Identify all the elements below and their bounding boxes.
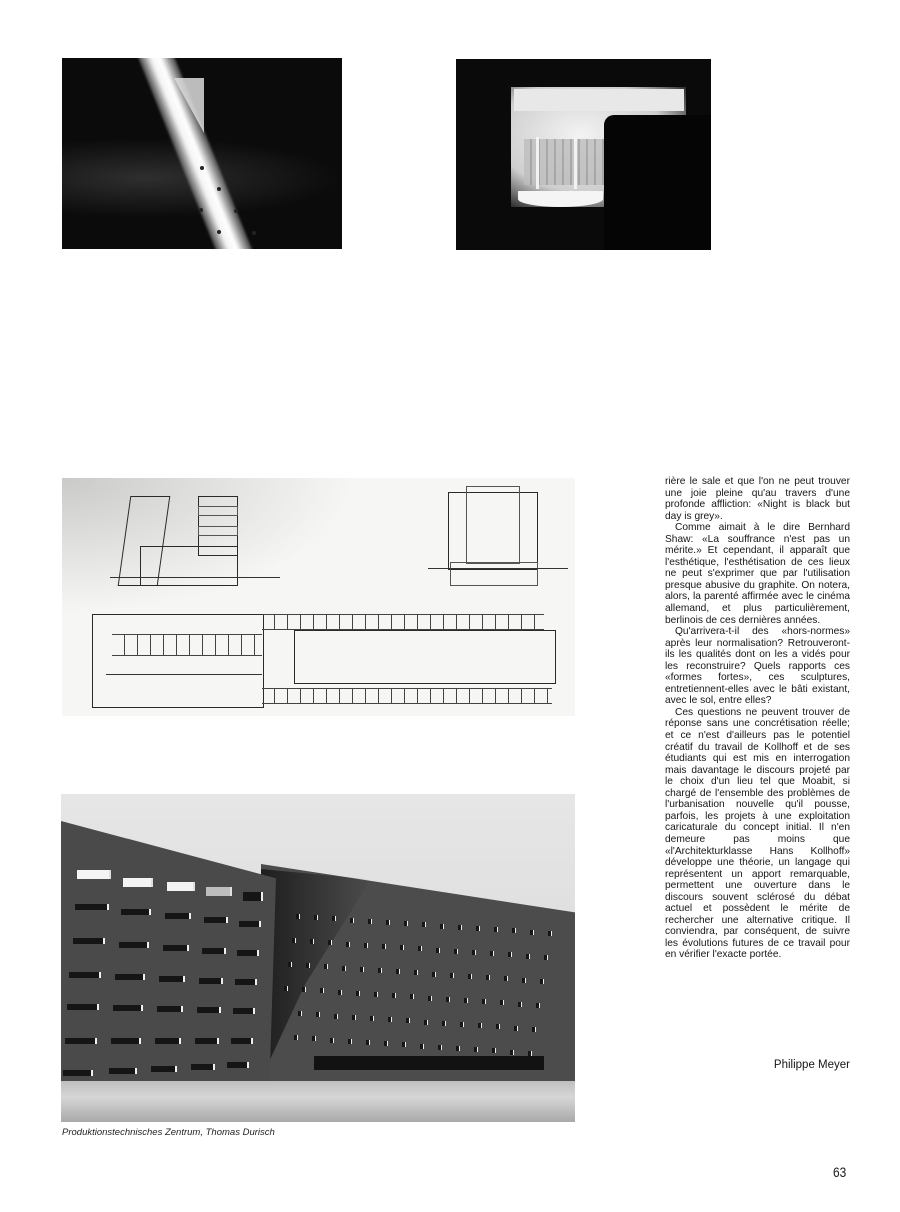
facade-slot: [227, 1062, 249, 1068]
facade-hole: [392, 993, 396, 998]
facade-hole: [350, 918, 354, 923]
facade-hole: [454, 949, 458, 954]
paragraph: rière le sale et que l'on ne peut trouver une joie pleine qu'au travers d'une profonde affliction: «Night is black but day is grey».: [665, 476, 850, 522]
facade-hole: [526, 954, 530, 959]
facade-hole: [352, 1015, 356, 1020]
facade-slot: [159, 976, 185, 982]
drawing-basement: [450, 562, 538, 586]
facade-hole: [312, 1036, 316, 1041]
facade-hole: [330, 1038, 334, 1043]
facade-hole: [496, 1024, 500, 1029]
facade-hole: [530, 930, 534, 935]
facade-slot: [155, 1038, 181, 1044]
facade-hole: [384, 1041, 388, 1046]
facade-hole: [396, 969, 400, 974]
facade-hole: [522, 978, 526, 983]
facade-hole: [342, 966, 346, 971]
facade-hole: [338, 990, 342, 995]
facade-hole: [356, 991, 360, 996]
facade-hole: [360, 967, 364, 972]
facade-hole: [310, 939, 314, 944]
facade-hole: [500, 1000, 504, 1005]
facade-hole: [440, 924, 444, 929]
facade-hole: [368, 919, 372, 924]
drawing-plan-left: [92, 614, 264, 708]
facade-slot: [239, 921, 261, 927]
facade-hole: [404, 921, 408, 926]
photo-dot: [200, 166, 204, 170]
photo-mullion: [574, 137, 577, 189]
photo-dot: [217, 187, 221, 191]
facade-hole: [346, 942, 350, 947]
facade-hole: [410, 994, 414, 999]
facade-slot: [151, 1066, 177, 1072]
photo-mullion: [536, 137, 539, 189]
facade-hole: [438, 1045, 442, 1050]
facade-slot: [231, 1038, 253, 1044]
facade-slot: [77, 870, 111, 879]
facade-hole: [528, 1051, 532, 1056]
photo-lintel: [514, 89, 684, 111]
facade-hole: [422, 922, 426, 927]
photo-dot: [234, 209, 238, 213]
facade-hole: [348, 1039, 352, 1044]
facade-slot: [109, 1068, 137, 1074]
facade-hole: [540, 979, 544, 984]
facade-hole: [424, 1020, 428, 1025]
facade-hole: [320, 988, 324, 993]
facade-hole: [420, 1044, 424, 1049]
facade-hole: [378, 968, 382, 973]
facade-slot: [65, 1038, 97, 1044]
facade-hole: [486, 975, 490, 980]
facade-hole: [418, 946, 422, 951]
facade-slot: [63, 1070, 93, 1076]
facade-hole: [298, 1011, 302, 1016]
facade-slot: [206, 887, 232, 896]
facade-slot: [73, 938, 105, 944]
facade-hole: [508, 952, 512, 957]
facade-hole: [292, 938, 296, 943]
drawing-floor: [198, 526, 238, 536]
facade-slot: [195, 1038, 219, 1044]
facade-hole: [544, 955, 548, 960]
facade-hole: [382, 944, 386, 949]
facade-slot: [115, 974, 145, 980]
facade-hole: [288, 962, 292, 967]
facade-hole: [468, 974, 472, 979]
facade-slot: [157, 1006, 183, 1012]
drawing-ground-line: [428, 568, 568, 569]
facade-hole: [334, 1014, 338, 1019]
article-text: [665, 476, 850, 961]
architectural-drawing: [62, 478, 575, 716]
facade-hole: [548, 931, 552, 936]
paragraph: Comme aimait à le dire Bernhard Shaw: «La souffrance n'est pas un mérite.» Et cependant, il apparaît que l'esthétique, l'esthétisation de ces lieux ne peut s'exprimer que par l'utilisation presque abusive du graphite. On notera, alors, la parenté affirmée avec le cinéma allemand, et plus particulièrement, berlinois de ces dernières années.: [665, 522, 850, 626]
photo-light-beam: [62, 58, 342, 249]
facade-hole: [370, 1016, 374, 1021]
facade-hole: [492, 1048, 496, 1053]
photo-dot: [199, 208, 203, 212]
facade-hole: [428, 996, 432, 1001]
facade-slot: [69, 972, 101, 978]
page-number: 63: [833, 1164, 847, 1180]
drawing-plan-corridor: [106, 674, 262, 675]
facade-hole: [302, 987, 306, 992]
facade-hole: [294, 1035, 298, 1040]
facade-hole: [472, 950, 476, 955]
facade-slot: [75, 904, 109, 910]
facade-hole: [414, 970, 418, 975]
facade-hole: [532, 1027, 536, 1032]
facade-hole: [518, 1002, 522, 1007]
facade-slot: [237, 950, 259, 956]
author-signature: Philippe Meyer: [773, 1059, 850, 1071]
facade-hole: [494, 927, 498, 932]
facade-hole: [400, 945, 404, 950]
facade-slot: [123, 878, 153, 887]
facade-hole: [402, 1042, 406, 1047]
figure-caption: Produktionstechnisches Zentrum, Thomas Durisch: [62, 1127, 275, 1138]
drawing-hall: [466, 486, 520, 564]
paragraph: Qu'arrivera-t-il des «hors-normes» après leur normalisation? Retrouveront-ils les qualités dont on les a vidés pour les reconstruire? Quels rapports ces «formes fortes», ces sculptures, entretiennent-elles avec le bâti existant, avec le sol, entre elles?: [665, 626, 850, 707]
facade-slot: [191, 1064, 215, 1070]
facade-slot: [163, 945, 189, 951]
drawing-plan-rooms-bottom: [262, 688, 552, 704]
facade-hole: [364, 943, 368, 948]
facade-hole: [456, 1046, 460, 1051]
facade-hole: [328, 940, 332, 945]
facade-slot: [197, 1007, 221, 1013]
facade-hole: [482, 999, 486, 1004]
facade-hole: [306, 963, 310, 968]
facade-hole: [478, 1023, 482, 1028]
photo-floor-light: [518, 191, 603, 207]
facade-hole: [450, 973, 454, 978]
drawing-plan-hall: [294, 630, 556, 684]
facade-slot: [111, 1038, 141, 1044]
facade-slot: [67, 1004, 99, 1010]
facade-hole: [324, 964, 328, 969]
facade-hole: [316, 1012, 320, 1017]
facade-slot: [204, 917, 228, 923]
facade-hole: [432, 972, 436, 977]
facade-slot: [202, 948, 226, 954]
facade-slot: [243, 892, 263, 901]
facade-slot: [167, 882, 195, 891]
photo-dark-block: [604, 115, 711, 250]
facade-slot: [121, 909, 151, 915]
facade-hole: [442, 1021, 446, 1026]
facade-hole: [386, 920, 390, 925]
photo-dot: [252, 231, 256, 235]
facade-long-opening: [314, 1056, 544, 1070]
photo-wedge: [174, 78, 204, 133]
facade-slot: [235, 979, 257, 985]
facade-hole: [504, 976, 508, 981]
facade-hole: [436, 948, 440, 953]
photo-dot: [217, 230, 221, 234]
facade-slot: [119, 942, 149, 948]
facade-slot: [199, 978, 223, 984]
facade-hole: [460, 1022, 464, 1027]
facade-hole: [406, 1018, 410, 1023]
paragraph: Ces questions ne peuvent trouver de réponse sans une concrétisation réelle; et ce n'est d'ailleurs pas le potentiel créatif du travail de Kollhoff et de ses étudiants qui est mis en interrogation mais davantage le discours projeté par le choix d'un lieu tel que Moabit, si chargé de l'ensemble des problèmes de l'urbanisation nouvelle qu'il pousse, parfois, les projets à une exploitation caricaturale du concept initial. Il n'en demeure pas moins que «l'Architekturklasse Hans Kollhoff» développe une théorie, un langage qui représentent un apport remarquable, permettent une ouverture dans le discours souvent sclérosé du débat actuel et possèdent le mérite de rechercher une alternative critique. Il conviendra, par conséquent, de suivre les évolutions futures de ce travail pour en vérifier l'exacte portée.: [665, 706, 850, 961]
facade-hole: [474, 1047, 478, 1052]
facade-hole: [314, 915, 318, 920]
facade-hole: [490, 951, 494, 956]
facade-slot: [233, 1008, 255, 1014]
facade-hole: [512, 928, 516, 933]
facade-slot: [165, 913, 191, 919]
drawing-floor: [198, 506, 238, 516]
facade-hole: [366, 1040, 370, 1045]
drawing-ground-line: [110, 577, 280, 578]
facade-hole: [284, 986, 288, 991]
facade-hole: [476, 926, 480, 931]
facade-hole: [296, 914, 300, 919]
facade-hole: [374, 992, 378, 997]
drawing-plan-rooms: [112, 634, 262, 656]
facade-hole: [514, 1026, 518, 1031]
facade-hole: [458, 925, 462, 930]
photo-facade-model: [61, 794, 575, 1122]
photo-lit-window: [456, 59, 711, 250]
drawing-plan-rooms-top: [262, 614, 544, 630]
facade-hole: [388, 1017, 392, 1022]
facade-hole: [446, 997, 450, 1002]
facade-hole: [332, 916, 336, 921]
facade-base: [61, 1081, 575, 1122]
facade-hole: [536, 1003, 540, 1008]
facade-slot: [113, 1005, 143, 1011]
facade-hole: [510, 1050, 514, 1055]
facade-hole: [464, 998, 468, 1003]
